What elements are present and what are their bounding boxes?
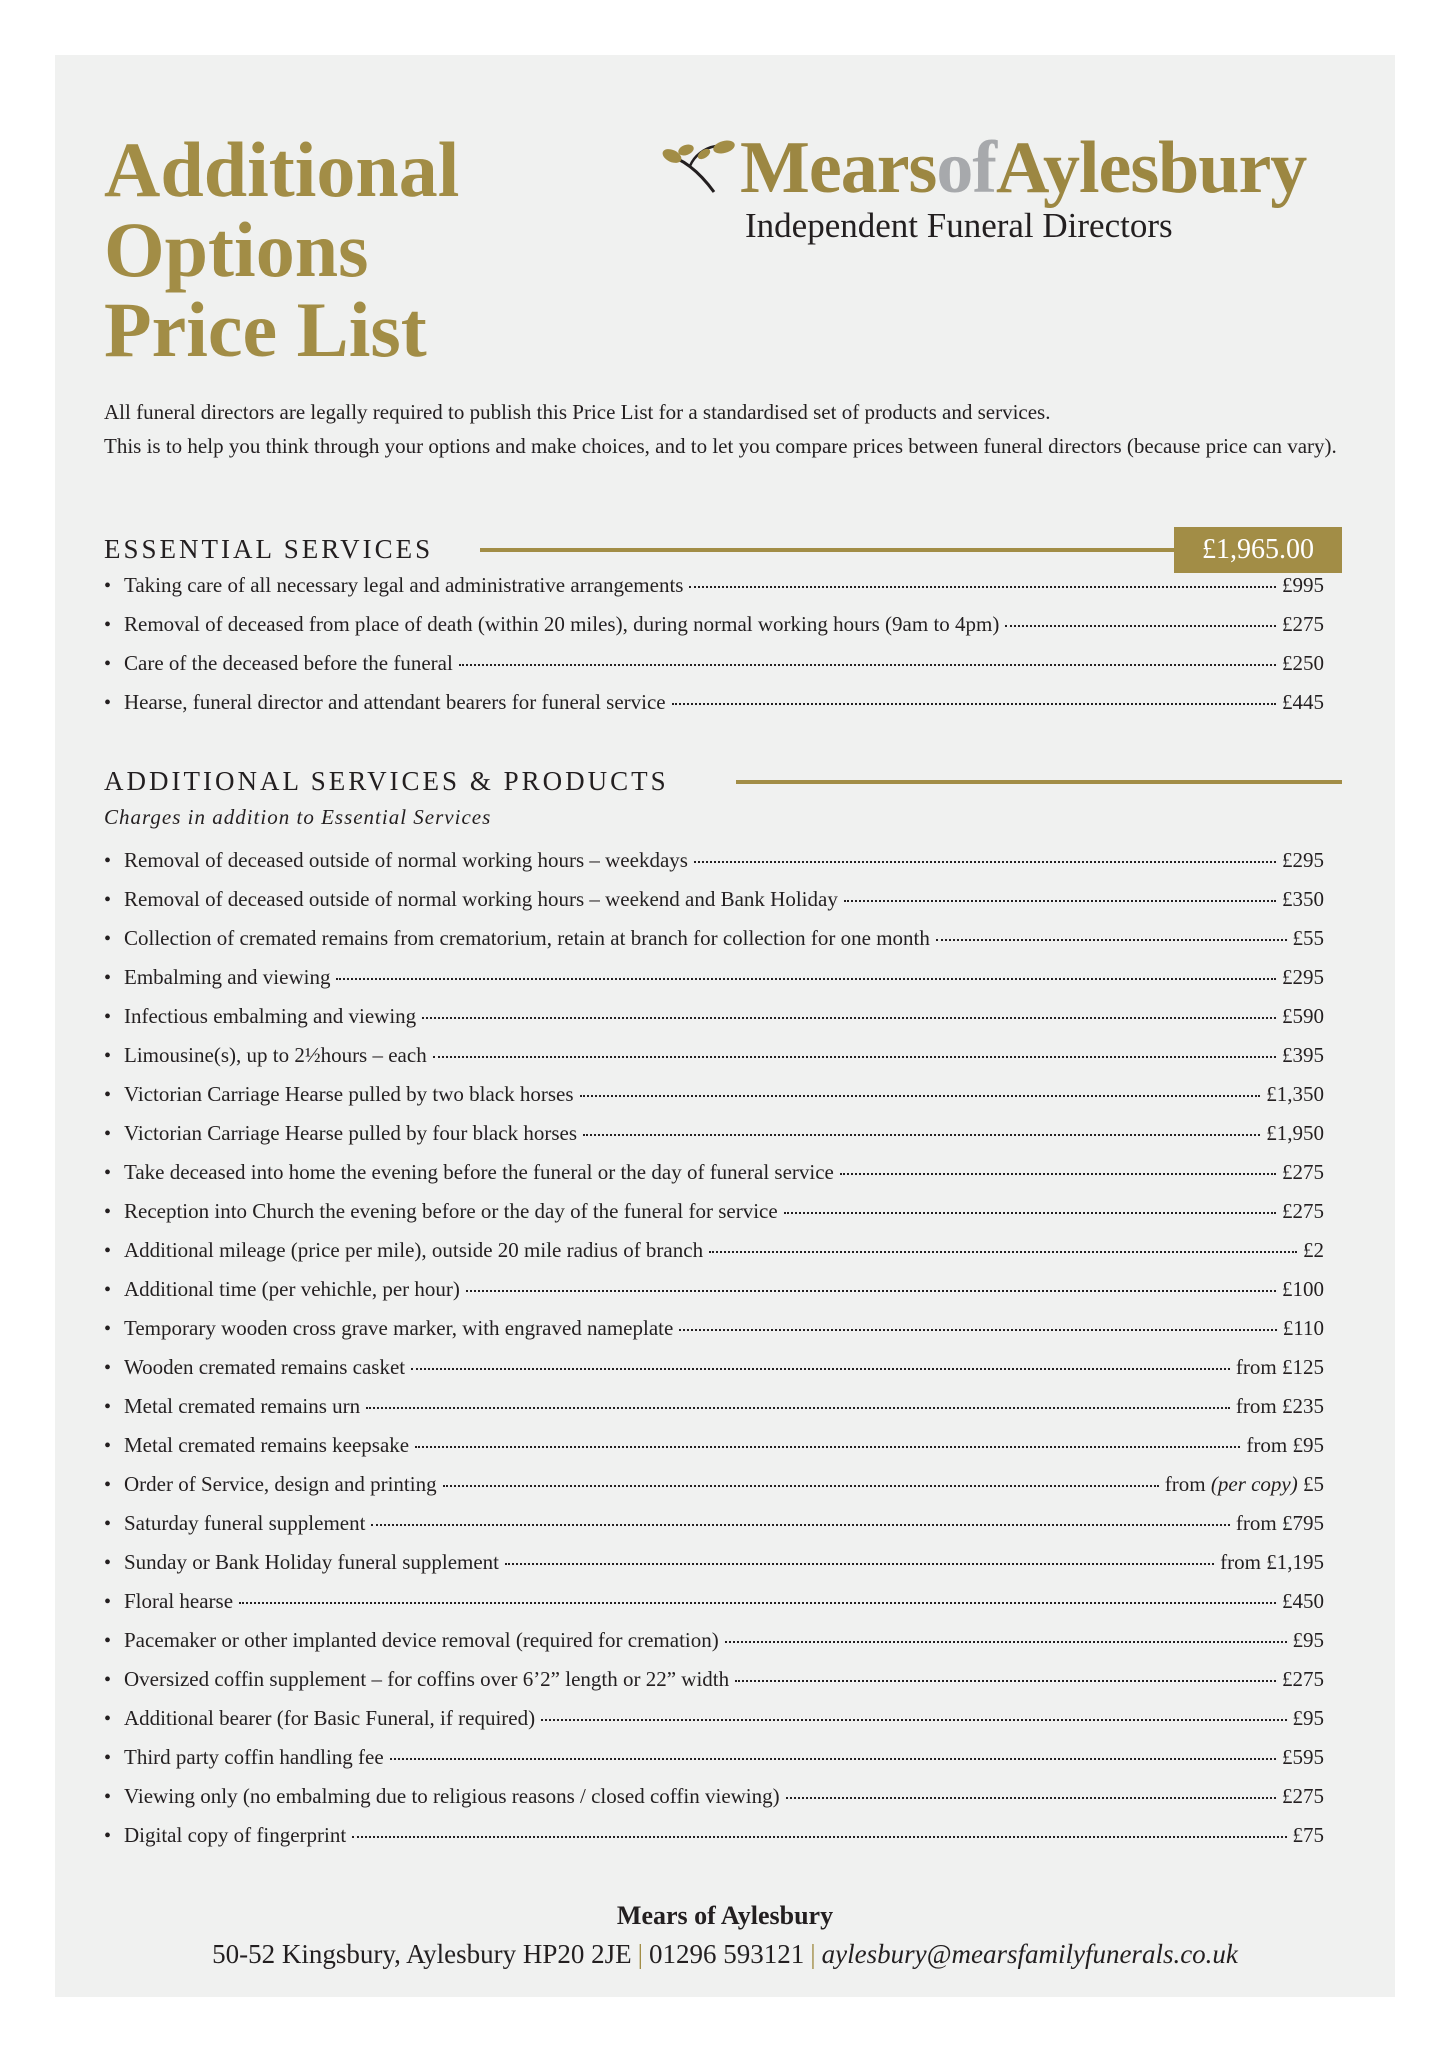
leaf-sprig-icon (660, 140, 738, 200)
bullet: • (104, 967, 112, 989)
list-item (104, 1511, 1324, 1550)
list-item (104, 1082, 1324, 1121)
bullet: • (104, 1162, 112, 1184)
bullet: • (104, 1084, 112, 1106)
item-description: Additional time (per vehichle, per hour) (124, 1277, 460, 1301)
footer-address: 50-52 Kingsbury, Aylesbury HP20 2JE (212, 1939, 632, 1969)
list-item (104, 573, 1324, 612)
leader-dots (411, 1367, 1230, 1370)
leader-dots (352, 1835, 1286, 1838)
essential-total-badge: £1,965.00 (1174, 527, 1342, 573)
list-item (104, 1355, 1324, 1394)
list-item (104, 1316, 1324, 1355)
leader-dots (443, 1484, 1159, 1487)
item-price: £295 (1282, 965, 1324, 989)
item-price: from £235 (1235, 1394, 1324, 1418)
item-description: Metal cremated remains urn (124, 1394, 361, 1418)
item-description: Floral hearse (124, 1589, 234, 1613)
item-price: from £1,195 (1220, 1550, 1324, 1574)
bullet: • (104, 1123, 112, 1145)
bullet: • (104, 1318, 112, 1340)
item-price: £995 (1282, 573, 1324, 597)
item-description: Removal of deceased outside of normal working hours – weekdays (124, 848, 688, 872)
footer-phone[interactable]: 01296 593121 (649, 1939, 805, 1969)
footer-company-name: Mears of Aylesbury (616, 1901, 834, 1930)
bullet: • (104, 1474, 112, 1496)
item-description: Viewing only (no embalming due to religious reasons / closed coffin viewing) (124, 1784, 780, 1808)
item-price: £2 (1303, 1238, 1324, 1262)
item-price: £55 (1292, 926, 1324, 950)
list-item (104, 612, 1324, 651)
bullet: • (104, 889, 112, 911)
footer-email-link[interactable]: aylesbury@mearsfamilyfunerals.co.uk (821, 1939, 1238, 1969)
item-description: Take deceased into home the evening before the funeral or the day of funeral service (124, 1160, 834, 1184)
section-rule (736, 780, 1342, 784)
list-item (104, 1745, 1324, 1784)
list-item (104, 1550, 1324, 1589)
item-description: Taking care of all necessary legal and administrative arrangements (124, 573, 684, 597)
list-item (104, 1667, 1324, 1706)
item-description: Pacemaker or other implanted device removal (required for cremation) (124, 1628, 719, 1652)
item-price: £445 (1282, 690, 1324, 714)
list-item (104, 651, 1324, 690)
leader-dots (505, 1562, 1214, 1565)
item-description: Additional bearer (for Basic Funeral, if required) (124, 1706, 536, 1730)
item-price: £275 (1282, 1160, 1324, 1184)
price-prefix: from (1164, 1472, 1206, 1496)
leader-dots (415, 1445, 1240, 1448)
title-line: Options (104, 206, 369, 293)
item-description: Removal of deceased from place of death (within 20 miles), during normal working hours (9am to 4pm) (124, 612, 1000, 636)
leader-dots (541, 1718, 1286, 1721)
list-item (104, 1628, 1324, 1667)
logo-name-part: Mears (740, 127, 937, 209)
bullet: • (104, 928, 112, 950)
footer-separator: | (810, 1939, 816, 1969)
bullet: • (104, 1825, 112, 1847)
list-item (104, 965, 1324, 1004)
bullet: • (104, 614, 112, 636)
item-price: £75 (1292, 1823, 1324, 1847)
footer-contact-line (55, 1934, 1395, 1974)
leader-dots (784, 1211, 1276, 1214)
leader-dots (583, 1133, 1260, 1136)
leader-dots (936, 938, 1287, 941)
price-amount: £5 (1303, 1472, 1324, 1496)
item-price (1165, 1472, 1324, 1497)
bullet: • (104, 1240, 112, 1262)
item-description: Victorian Carriage Hearse pulled by four black horses (124, 1121, 577, 1145)
list-item (104, 1589, 1324, 1628)
section-rule (480, 548, 1180, 552)
intro-line: This is to help you think through your options and make choices, and to let you compare prices between funeral directors (because price can vary). (104, 434, 1337, 458)
leader-dots (786, 1796, 1276, 1799)
item-price: £275 (1282, 612, 1324, 636)
item-price: from £95 (1246, 1433, 1324, 1457)
bullet: • (104, 1201, 112, 1223)
item-price: £275 (1282, 1784, 1324, 1808)
section-title: ESSENTIAL SERVICES (104, 534, 434, 564)
additional-services-list (104, 848, 1324, 1862)
list-item (104, 1823, 1324, 1862)
item-price: £350 (1282, 887, 1324, 911)
item-price: £100 (1282, 1277, 1324, 1301)
list-item (104, 1004, 1324, 1043)
leader-dots (336, 977, 1276, 980)
logo-name-part: Aylesbury (996, 127, 1307, 209)
item-price: £1,950 (1266, 1121, 1324, 1145)
essential-services-list (104, 573, 1324, 729)
title-line: Additional (104, 126, 460, 213)
intro-line: All funeral directors are legally required to publish this Price List for a standardised set of products and services. (104, 400, 1051, 424)
list-item (104, 1160, 1324, 1199)
footer-separator: | (637, 1939, 643, 1969)
item-price: £1,350 (1266, 1082, 1324, 1106)
bullet: • (104, 1045, 112, 1067)
list-item (104, 1706, 1324, 1745)
list-item (104, 1199, 1324, 1238)
intro-paragraph (104, 395, 1354, 463)
item-price: £295 (1282, 848, 1324, 872)
item-description: Embalming and viewing (124, 965, 331, 989)
leader-dots (366, 1406, 1230, 1409)
list-item (104, 1433, 1324, 1472)
leader-dots (725, 1640, 1287, 1643)
item-price: from £795 (1235, 1511, 1324, 1535)
item-price: £275 (1282, 1667, 1324, 1691)
item-description: Infectious embalming and viewing (124, 1004, 417, 1028)
item-description: Wooden cremated remains casket (124, 1355, 406, 1379)
leader-dots (694, 860, 1276, 863)
essential-services-heading (104, 530, 1342, 570)
list-item (104, 926, 1324, 965)
bullet: • (104, 1669, 112, 1691)
item-description: Sunday or Bank Holiday funeral supplement (124, 1550, 500, 1574)
list-item (104, 887, 1324, 926)
item-price: £590 (1282, 1004, 1324, 1028)
leader-dots (844, 899, 1276, 902)
section-subtitle: Charges in addition to Essential Services (104, 805, 492, 829)
leader-dots (390, 1757, 1276, 1760)
item-price: from £125 (1235, 1355, 1324, 1379)
item-description: Additional mileage (price per mile), outside 20 mile radius of branch (124, 1238, 704, 1262)
item-description: Order of Service, design and printing (124, 1472, 437, 1496)
item-description: Temporary wooden cross grave marker, with engraved nameplate (124, 1316, 674, 1340)
leader-dots (840, 1172, 1276, 1175)
item-price: £450 (1282, 1589, 1324, 1613)
list-item (104, 1043, 1324, 1082)
item-price: £275 (1282, 1199, 1324, 1223)
item-price: £95 (1292, 1706, 1324, 1730)
item-description: Saturday funeral supplement (124, 1511, 366, 1535)
bullet: • (104, 575, 112, 597)
leader-dots (580, 1094, 1261, 1097)
logo-name-part: of (936, 127, 996, 209)
price-note: (per copy) (1210, 1472, 1298, 1496)
item-price: £595 (1282, 1745, 1324, 1769)
leader-dots (679, 1328, 1276, 1331)
bullet: • (104, 1279, 112, 1301)
list-item (104, 1277, 1324, 1316)
logo-wordmark (740, 128, 1306, 208)
leader-dots (672, 702, 1276, 705)
item-price: £250 (1282, 651, 1324, 675)
item-description: Third party coffin handling fee (124, 1745, 384, 1769)
leader-dots (735, 1679, 1276, 1682)
leader-dots (239, 1601, 1276, 1604)
bullet: • (104, 1591, 112, 1613)
bullet: • (104, 1708, 112, 1730)
bullet: • (104, 1747, 112, 1769)
leader-dots (709, 1250, 1297, 1253)
item-description: Limousine(s), up to 2½hours – each (124, 1043, 427, 1067)
section-title: ADDITIONAL SERVICES & PRODUCTS (104, 766, 669, 796)
item-description: Hearse, funeral director and attendant bearers for funeral service (124, 690, 666, 714)
leader-dots (689, 585, 1276, 588)
leader-dots (433, 1055, 1276, 1058)
list-item (104, 848, 1324, 887)
list-item (104, 1238, 1324, 1277)
list-item (104, 1472, 1324, 1511)
bullet: • (104, 1396, 112, 1418)
bullet: • (104, 1357, 112, 1379)
item-price: £110 (1282, 1316, 1324, 1340)
bullet: • (104, 1630, 112, 1652)
bullet: • (104, 1786, 112, 1808)
item-description: Care of the deceased before the funeral (124, 651, 453, 675)
bullet: • (104, 1552, 112, 1574)
page-title (104, 126, 460, 373)
title-line: Price List (104, 286, 427, 373)
item-description: Removal of deceased outside of normal working hours – weekend and Bank Holiday (124, 887, 838, 911)
list-item (104, 1394, 1324, 1433)
list-item (104, 1784, 1324, 1823)
leader-dots (459, 663, 1276, 666)
leader-dots (371, 1523, 1229, 1526)
company-logo (660, 128, 1340, 258)
item-price: £95 (1292, 1628, 1324, 1652)
item-price: £395 (1282, 1043, 1324, 1067)
logo-tagline: Independent Funeral Directors (745, 206, 1173, 245)
footer (55, 1898, 1395, 1974)
item-description: Reception into Church the evening before or the day of the funeral for service (124, 1199, 778, 1223)
bullet: • (104, 1435, 112, 1457)
additional-services-heading (104, 762, 1342, 802)
list-item (104, 1121, 1324, 1160)
bullet: • (104, 692, 112, 714)
bullet: • (104, 1513, 112, 1535)
item-description: Victorian Carriage Hearse pulled by two black horses (124, 1082, 574, 1106)
item-description: Collection of cremated remains from crematorium, retain at branch for collection for one month (124, 926, 930, 950)
list-item (104, 690, 1324, 729)
leader-dots (422, 1016, 1276, 1019)
leader-dots (1005, 624, 1276, 627)
item-description: Digital copy of fingerprint (124, 1823, 347, 1847)
bullet: • (104, 850, 112, 872)
bullet: • (104, 1006, 112, 1028)
item-description: Metal cremated remains keepsake (124, 1433, 410, 1457)
bullet: • (104, 653, 112, 675)
item-description: Oversized coffin supplement – for coffins over 6’2” length or 22” width (124, 1667, 730, 1691)
leader-dots (466, 1289, 1276, 1292)
